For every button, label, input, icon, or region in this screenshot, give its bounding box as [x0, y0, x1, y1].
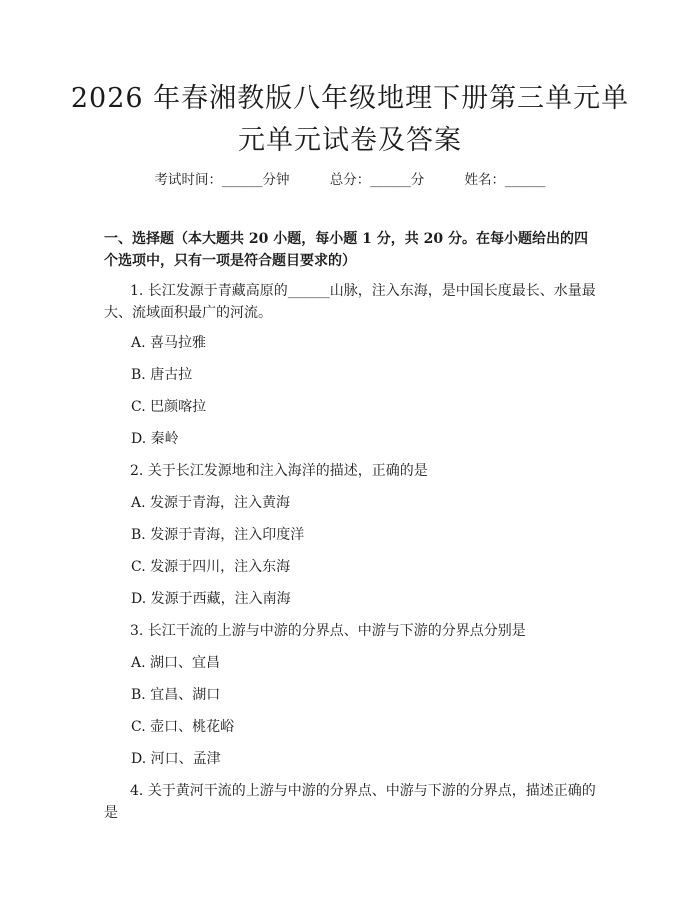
exam-time-field: 考试时间：______分钟: [154, 172, 290, 188]
option-2a: A. 发源于青海，注入黄海: [131, 495, 291, 511]
option-1d: D. 秦岭: [131, 431, 179, 447]
question-stem: 3. 长江干流的上游与中游的分界点、中游与下游的分界点分别是: [130, 623, 526, 639]
option-1c: C. 巴颜喀拉: [131, 399, 207, 415]
section-heading: 一、选择题（本大题共 20 小题，每小题 1 分，共 20 分。在每小题给出的四个选项中，只有一项是符合题目要求的）: [104, 231, 588, 269]
option-3c: C. 壶口、桃花峪: [131, 719, 235, 735]
option-1b: B. 唐古拉: [131, 367, 193, 383]
option-2c: C. 发源于四川，注入东海: [131, 559, 291, 575]
exam-title: [40, 78, 660, 162]
question-1: [104, 280, 600, 324]
total-score-field: 总分：______分: [329, 172, 425, 188]
question-stem: 4. 关于黄河干流的上游与中游的分界点、中游与下游的分界点，描述正确的是: [104, 783, 596, 821]
option-2d: D. 发源于西藏，注入南海: [131, 591, 291, 607]
question-stem: 1. 长江发源于青藏高原的______山脉，注入东海，是中国长度最长、水量最大、流域面积最广的河流。: [104, 283, 596, 321]
question-3: [104, 620, 600, 642]
option-3b: B. 宜昌、湖口: [131, 687, 221, 703]
option-3d: D. 河口、孟津: [131, 751, 221, 767]
exam-meta: [0, 168, 700, 188]
option-1a: A. 喜马拉雅: [131, 335, 207, 351]
title-line-2: 元单元试卷及答案: [238, 125, 462, 156]
question-2: [104, 460, 600, 482]
option-3a: A. 湖口、宜昌: [131, 655, 221, 671]
title-line-1: 2026 年春湘教版八年级地理下册第三单元单: [70, 83, 630, 114]
question-stem: 2. 关于长江发源地和注入海洋的描述，正确的是: [130, 463, 428, 479]
student-name-field: 姓名：______: [464, 172, 546, 188]
option-2b: B. 发源于青海，注入印度洋: [131, 527, 305, 543]
question-4: [104, 780, 600, 824]
